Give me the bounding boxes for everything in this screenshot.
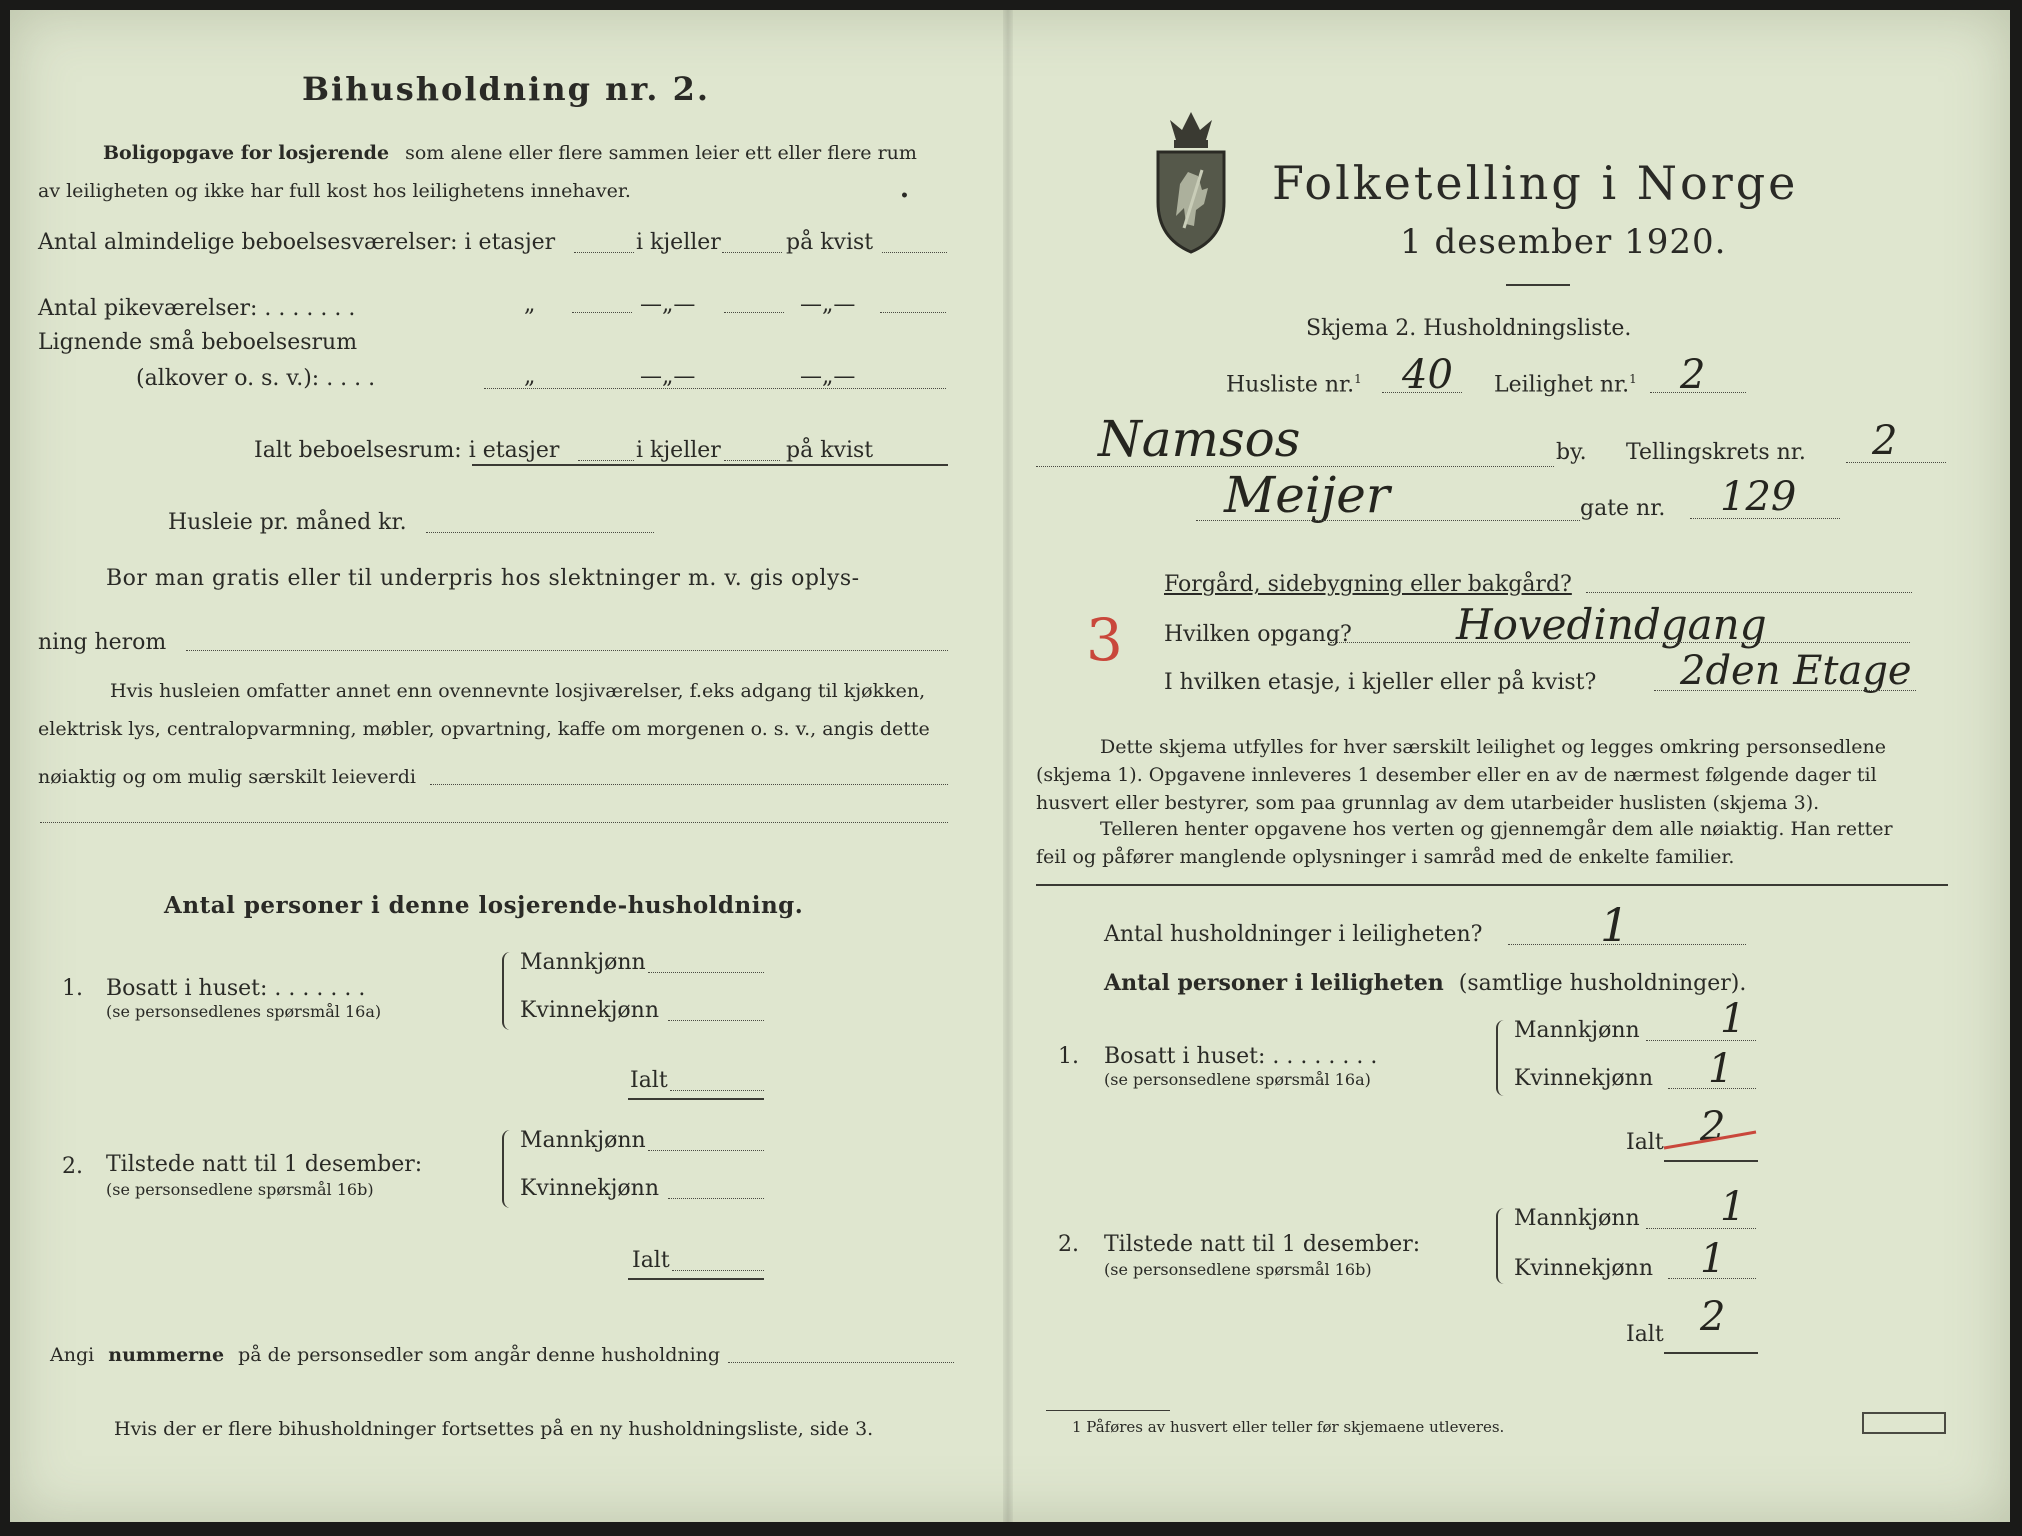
left-q1-total-label: Ialt <box>630 1068 668 1093</box>
footnote-rule <box>1046 1410 1170 1411</box>
small-ditto-1: „ <box>524 364 536 389</box>
hh-field <box>1508 944 1746 945</box>
pike-etasjer-field[interactable] <box>572 312 632 313</box>
right-q1-brace <box>1496 1020 1506 1096</box>
norway-coat-of-arms-icon <box>1150 106 1232 256</box>
husliste-field <box>1382 392 1462 393</box>
gate-value[interactable]: 129 <box>1720 474 1797 520</box>
ink-dot: • <box>900 188 909 204</box>
extra-field-1[interactable] <box>430 784 948 785</box>
husliste-label-text: Husliste nr. <box>1226 372 1355 398</box>
left-q2-num: 2. <box>62 1154 83 1179</box>
leilighet-field <box>1650 392 1746 393</box>
gate-label: gate nr. <box>1580 496 1666 521</box>
rent-label: Husleie pr. måned kr. <box>168 510 407 535</box>
title-rule <box>1506 284 1570 286</box>
total-kvist-label: på kvist <box>786 438 874 463</box>
left-q1-female-label: Kvinnekjønn <box>520 998 659 1023</box>
left-heading: Bihusholdning nr. 2. <box>302 70 710 108</box>
rooms-kvist-label: på kvist <box>786 230 874 255</box>
free-field[interactable] <box>186 650 948 651</box>
leilighet-sup: 1 <box>1629 372 1637 386</box>
total-rooms-label: Ialt beboelsesrum: i etasjer <box>254 438 560 463</box>
small-ditto-2: —„— <box>640 364 696 389</box>
free-line-1: Bor man gratis eller til underpris hos slektninger m. v. gis oplys- <box>106 566 860 591</box>
numbers-line <box>50 1344 720 1366</box>
left-q1-male-label: Mannkjønn <box>520 950 646 975</box>
right-persons-rest: (samtlige husholdninger). <box>1458 971 1747 996</box>
right-q1-total-label: Ialt <box>1626 1130 1664 1155</box>
left-q1-num: 1. <box>62 976 83 1001</box>
etasje-field <box>1654 690 1916 691</box>
small-rooms-underline <box>484 388 946 389</box>
left-q1-sub: (se personsedlenes spørsmål 16a) <box>106 1002 382 1021</box>
husliste-value[interactable]: 40 <box>1402 352 1453 398</box>
left-q1-male-field[interactable] <box>648 972 764 973</box>
pike-ditto-3: —„— <box>800 292 856 317</box>
extra-line-2: elektrisk lys, centralopvarmning, møbler, opvartning, kaffe om morgenen o. s. v., angis dette <box>38 718 930 740</box>
pike-ditto-1: „ <box>524 292 536 317</box>
instr-line-4: Telleren henter opgavene hos verten og gjennemgår dem alle nøiaktig. Han retter <box>1100 818 1893 840</box>
city-value[interactable]: Namsos <box>1098 410 1301 468</box>
left-q2-male-field[interactable] <box>648 1150 764 1151</box>
extra-line-3: nøiaktig og om mulig særskilt leieverdi <box>38 766 416 788</box>
right-date: 1 desember 1920. <box>1400 222 1727 262</box>
rooms-kjeller-field[interactable] <box>722 252 782 253</box>
leilighet-label-text: Leilighet nr. <box>1494 372 1630 398</box>
pike-kjeller-field[interactable] <box>724 312 784 313</box>
by-label: by. <box>1556 440 1587 465</box>
left-q2-sub: (se personsedlene spørsmål 16b) <box>106 1180 374 1199</box>
schema-label: Skjema 2. Husholdningsliste. <box>1306 316 1632 341</box>
small-rooms-label-1: Lignende små beboelsesrum <box>38 330 358 355</box>
street-value[interactable]: Meijer <box>1224 466 1390 524</box>
leilighet-label <box>1494 372 1637 397</box>
right-q1-male-label: Mannkjønn <box>1514 1018 1640 1043</box>
left-q1-female-field[interactable] <box>668 1020 764 1021</box>
left-q2-female-label: Kvinnekjønn <box>520 1176 659 1201</box>
page-fold <box>1003 10 1013 1522</box>
pike-ditto-2: —„— <box>640 292 696 317</box>
rent-field[interactable] <box>426 532 654 533</box>
hh-label: Antal husholdninger i leiligheten? <box>1104 922 1483 947</box>
instr-line-2: (skjema 1). Opgavene innleveres 1 desember eller en av de nærmest følgende dager til <box>1036 764 1877 786</box>
rooms-kvist-field[interactable] <box>882 252 947 253</box>
instr-rule <box>1036 884 1948 886</box>
numbers-field[interactable] <box>728 1362 954 1363</box>
krets-field <box>1846 462 1946 463</box>
right-q1-sub: (se personsedlene spørsmål 16a) <box>1104 1070 1371 1089</box>
gate-field <box>1690 518 1840 519</box>
husliste-label <box>1226 372 1362 397</box>
right-title: Folketelling i Norge <box>1272 156 1799 210</box>
intro-line-1 <box>103 142 917 164</box>
right-q2-total-label: Ialt <box>1626 1322 1664 1347</box>
instr-line-1: Dette skjema utfylles for hver særskilt leilighet og legges omkring personsedlene <box>1100 736 1886 758</box>
left-q2-total-label: Ialt <box>632 1248 670 1273</box>
left-q2-total-field[interactable] <box>672 1270 764 1271</box>
left-footer: Hvis der er flere bihusholdninger fortsettes på en ny husholdningsliste, side 3. <box>114 1418 874 1440</box>
total-kjeller-field[interactable] <box>724 460 780 461</box>
krets-label: Tellingskrets nr. <box>1626 440 1806 465</box>
small-ditto-3: —„— <box>800 364 856 389</box>
free-line-2: ning herom <box>38 630 167 655</box>
total-rooms-underline <box>472 464 948 466</box>
street-field <box>1196 520 1580 521</box>
rooms-kjeller-label: i kjeller <box>636 230 721 255</box>
right-q2-total-underline <box>1664 1352 1758 1354</box>
intro-bold: Boligopgave for losjerende <box>103 142 390 164</box>
left-q1-total-underline <box>628 1098 764 1100</box>
right-q2-brace <box>1496 1208 1506 1284</box>
left-q2-male-label: Mannkjønn <box>520 1128 646 1153</box>
right-q1-female-value[interactable]: 1 <box>1708 1046 1734 1092</box>
pike-kvist-field[interactable] <box>880 312 946 313</box>
instr-line-5: feil og påfører manglende oplysninger i samråd med de enkelte familier. <box>1036 846 1735 868</box>
left-q2-label: Tilstede natt til 1 desember: <box>106 1152 423 1177</box>
red-mark: 3 <box>1086 606 1123 674</box>
left-q1-total-field[interactable] <box>670 1090 764 1091</box>
red-correction-stroke <box>1660 1124 1760 1154</box>
left-q2-brace <box>502 1130 512 1208</box>
printer-stamp-icon <box>1862 1412 1946 1434</box>
numbers-post: på de personsedler som angår denne husholdning <box>238 1344 721 1366</box>
right-persons-line <box>1104 970 1746 996</box>
right-q2-female-value[interactable]: 1 <box>1700 1236 1726 1282</box>
intro-line-2: av leiligheten og ikke har full kost hos leilighetens innehaver. <box>38 180 631 202</box>
right-q2-male-value[interactable]: 1 <box>1720 1184 1746 1230</box>
right-q2-female-label: Kvinnekjønn <box>1514 1256 1653 1281</box>
small-rooms-label-2: (alkover o. s. v.): . . . . <box>136 366 376 391</box>
left-persons-heading: Antal personer i denne losjerende-husholdning. <box>164 892 804 919</box>
extra-field-2[interactable] <box>40 822 948 823</box>
extra-line-1: Hvis husleien omfatter annet enn ovennevnte losjiværelser, f.eks adgang til kjøkken, <box>110 680 926 702</box>
right-q2-male-label: Mannkjønn <box>1514 1206 1640 1231</box>
forgard-label: Forgård, sidebygning eller bakgård? <box>1164 572 1572 597</box>
right-q2-label: Tilstede natt til 1 desember: <box>1104 1232 1421 1257</box>
right-q2-sub: (se personsedlene spørsmål 16b) <box>1104 1260 1372 1279</box>
rooms-label: Antal almindelige beboelsesværelser: i etasjer <box>38 230 556 255</box>
right-q1-label: Bosatt i huset: . . . . . . . . <box>1104 1044 1378 1069</box>
right-persons-bold: Antal personer i leiligheten <box>1104 970 1444 996</box>
opgang-label: Hvilken opgang? <box>1164 622 1352 647</box>
opgang-field <box>1330 642 1910 643</box>
left-q2-female-field[interactable] <box>668 1198 764 1199</box>
leilighet-value[interactable]: 2 <box>1680 352 1706 398</box>
right-q1-female-label: Kvinnekjønn <box>1514 1066 1653 1091</box>
left-q2-total-underline <box>628 1278 764 1280</box>
husliste-sup: 1 <box>1354 372 1362 386</box>
left-q1-label: Bosatt i huset: . . . . . . . <box>106 976 366 1001</box>
intro-rest-1: som alene eller flere sammen leier ett eller flere rum <box>405 142 917 164</box>
hh-value[interactable]: 1 <box>1600 898 1630 952</box>
pike-label: Antal pikeværelser: . . . . . . . <box>38 296 356 321</box>
right-q2-total-value[interactable]: 2 <box>1700 1294 1726 1340</box>
right-q1-total-value[interactable]: 2 <box>1700 1104 1726 1150</box>
right-q2-num: 2. <box>1058 1232 1079 1257</box>
numbers-bold: nummerne <box>108 1344 225 1366</box>
opgang-value[interactable]: Hovedindgang <box>1456 600 1767 649</box>
rooms-etasjer-field[interactable] <box>574 252 634 253</box>
right-q1-num: 1. <box>1058 1044 1079 1069</box>
krets-value[interactable]: 2 <box>1872 418 1898 464</box>
right-q1-total-underline <box>1664 1160 1758 1162</box>
right-footnote: 1 Påføres av husvert eller teller før skjemaene utleveres. <box>1072 1418 1505 1436</box>
numbers-pre: Angi <box>50 1344 95 1366</box>
etasje-value[interactable]: 2den Etage <box>1680 648 1912 694</box>
right-q1-male-value[interactable]: 1 <box>1720 996 1746 1042</box>
instr-line-3: husvert eller bestyrer, som paa grunnlag av dem utarbeider huslisten (skjema 3). <box>1036 792 1820 814</box>
forgard-field[interactable] <box>1586 592 1912 593</box>
left-q1-brace <box>502 952 512 1030</box>
total-etasjer-field[interactable] <box>578 460 634 461</box>
etasje-label: I hvilken etasje, i kjeller eller på kvist? <box>1164 670 1597 695</box>
total-kjeller-label: i kjeller <box>636 438 721 463</box>
